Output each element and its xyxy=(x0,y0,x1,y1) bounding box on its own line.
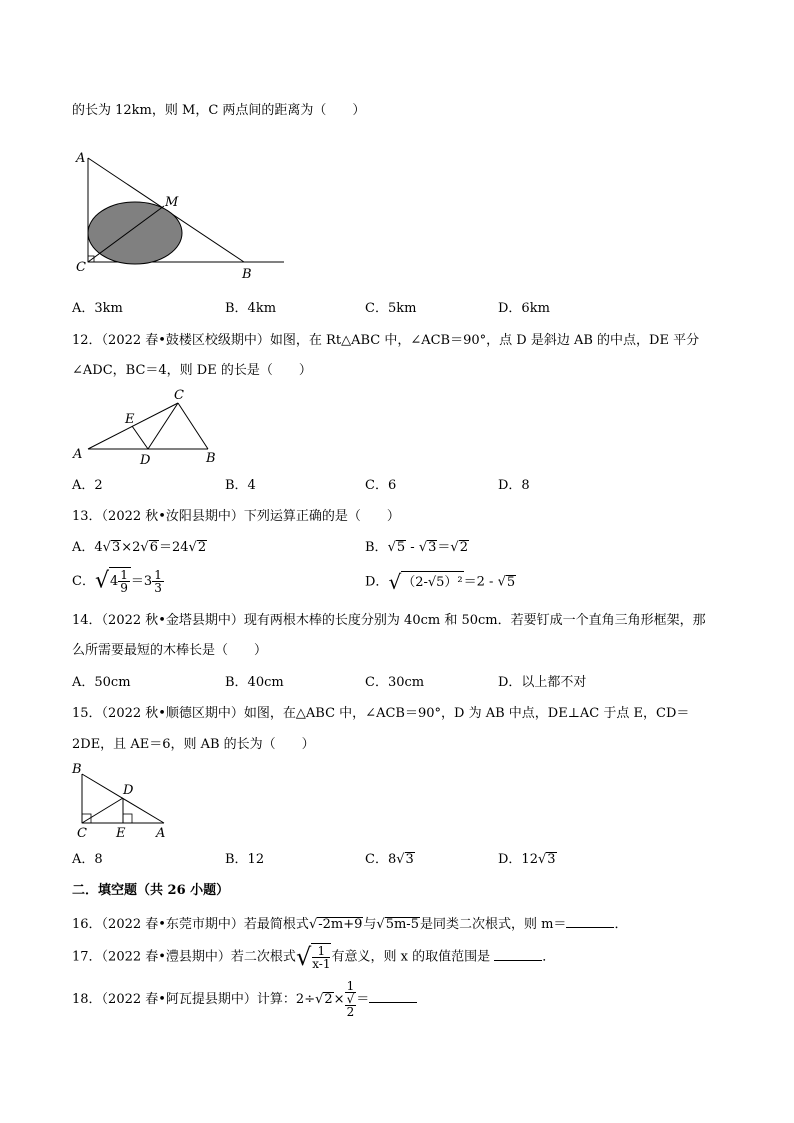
q13-d-eq: ＝2 - xyxy=(463,574,498,590)
q13-a-eq: ＝24 xyxy=(159,540,189,555)
q12-label-a: A xyxy=(73,447,83,462)
q15-stem-line2: 2DE，且 AE＝6，则 AB 的长为（ ） xyxy=(72,737,315,752)
q14-stem-line2: 么所需要最短的木棒长是（ ） xyxy=(72,643,268,658)
q12-label-e: E xyxy=(125,412,135,427)
q11-option-d: D．6km xyxy=(498,301,550,316)
q13-option-b: B．√5 - √3＝√2 xyxy=(365,540,468,555)
q17-suffix: 有意义，则 x 的取值范围是 xyxy=(331,949,495,965)
q13-a-prefix: A．4 xyxy=(72,540,103,555)
q12-stem-line1: 12．（2022 春•鼓楼区校级期中）如图，在 Rt△ABC 中，∠ACB＝90°，点 D 是斜边 AB 的中点，DE 平分 xyxy=(72,333,700,348)
q18-radicand: 2 xyxy=(324,992,333,1007)
q18-suffix: ＝ xyxy=(356,992,370,1007)
q13-c-den: 9 xyxy=(120,581,128,595)
q15-label-d: D xyxy=(123,783,134,798)
q11-option-b: B．4km xyxy=(225,301,277,316)
q15-d-radicand: 3 xyxy=(547,852,556,867)
q13-d-radicand-2: 5 xyxy=(506,574,516,590)
section-heading-fill-in: 二．填空题（共 26 小题） xyxy=(72,883,230,898)
q16-radicand-2: 5m-5 xyxy=(385,917,419,932)
q13-option-d: D．√（2-√5）²＝2 - √5 xyxy=(365,570,516,594)
q11-label-m: M xyxy=(165,195,179,210)
q11-option-c: C．5km xyxy=(365,301,417,316)
q11-label-a: A xyxy=(76,151,86,166)
q18-mid: × xyxy=(333,992,345,1007)
q12-option-d: D．8 xyxy=(498,478,530,493)
q15-c-prefix: C．8 xyxy=(365,852,397,867)
q15-c-radicand: 3 xyxy=(405,852,414,867)
q14-stem-line1: 14．（2022 秋•金塔县期中）现有两根木棒的长度分别为 40cm 和 50cm．若要钉成一个直角三角形框架，那 xyxy=(72,613,706,628)
q16-radicand-1: -2m+9 xyxy=(318,917,363,932)
q11-label-b: B xyxy=(242,267,252,280)
q12-option-c: C．6 xyxy=(365,478,397,493)
q13-a-radicand-1: 3 xyxy=(111,540,121,555)
q15-label-e: E xyxy=(116,826,126,840)
q15-option-d: D．12√3 xyxy=(498,852,556,867)
q16-prefix: 16．（2022 春•东莞市期中）若最简根式 xyxy=(72,917,309,932)
q12-label-d: D xyxy=(140,453,151,466)
q17-num: 1 xyxy=(312,945,330,958)
q13-c-num: 1 xyxy=(120,568,128,582)
q17-answer-blank[interactable] xyxy=(494,948,542,961)
q17-prefix: 17．（2022 春•澧县期中）若二次根式 xyxy=(72,949,296,965)
q13-c-num2: 1 xyxy=(154,568,162,582)
q18-stem: 18．（2022 春•阿瓦提县期中）计算：2÷√2× 1 √ 2 ＝ xyxy=(72,980,417,1019)
q18-prefix: 18．（2022 春•阿瓦提县期中）计算：2÷ xyxy=(72,992,316,1007)
q13-b-mid: - xyxy=(406,540,419,555)
q16-mid: 与 xyxy=(363,917,377,932)
q11-figure xyxy=(72,140,292,280)
q14-option-c: C．30cm xyxy=(365,675,425,690)
q14-option-b: B．40cm xyxy=(225,675,284,690)
q15-label-b: B xyxy=(72,762,82,777)
q18-num: 1 xyxy=(346,979,355,993)
q18-answer-blank[interactable] xyxy=(369,990,417,1003)
q13-option-c: C．√4 $\frac{1}{9}$ ＝3 $\frac{1}{3}$ xyxy=(72,568,162,595)
q13-b-radicand-2: 3 xyxy=(428,540,437,555)
q13-a-mid: ×2 xyxy=(121,540,141,555)
q13-c-den2: 3 xyxy=(154,581,162,595)
q13-b-radicand-1: 5 xyxy=(396,540,406,555)
q12-option-b: B．4 xyxy=(225,478,256,493)
q13-b-prefix: B． xyxy=(365,540,388,555)
q13-c-prefix: C． xyxy=(72,574,95,589)
q13-stem: 13．（2022 秋•汝阳县期中）下列运算正确的是（ ） xyxy=(72,509,400,524)
q12-label-b: B xyxy=(206,451,216,466)
q13-c-eq: ＝3 xyxy=(130,574,153,589)
q14-option-d: D．以上都不对 xyxy=(498,675,587,690)
q12-stem-line2: ∠ADC，BC＝4，则 DE 的长是（ ） xyxy=(72,363,312,378)
q12-label-c: C xyxy=(174,388,184,403)
q11-label-c: C xyxy=(76,260,86,275)
q15-stem-line1: 15．（2022 秋•顺德区期中）如图，在△ABC 中，∠ACB＝90°，D 为 AB 中点，DE⊥AC 于点 E，CD＝ xyxy=(72,706,690,721)
q15-figure xyxy=(68,760,178,840)
q16-suffix: 是同类二次根式，则 m＝ xyxy=(419,917,567,932)
q15-label-a: A xyxy=(156,826,166,840)
q13-option-a: A．4√3×2√6＝24√2 xyxy=(72,540,207,555)
q11-stem-tail: 的长为 12km，则 M，C 两点间的距离为（ ） xyxy=(72,103,366,118)
q12-option-a: A．2 xyxy=(72,478,103,493)
q13-d-prefix: D． xyxy=(365,574,389,590)
q11-option-a: A．3km xyxy=(72,301,123,316)
q15-d-prefix: D．12 xyxy=(498,852,538,867)
q16-stem: 16．（2022 春•东莞市期中）若最简根式√-2m+9与√5m-5是同类二次根式，则 m＝ ． xyxy=(72,917,628,932)
q13-b-eq: ＝ xyxy=(437,540,451,555)
q13-a-radicand-2: 6 xyxy=(149,540,158,555)
q15-label-c: C xyxy=(77,826,87,840)
q17-stem: 17．（2022 春•澧县期中）若二次根式√ $\frac{1}{x-1}$ 有意义，则 x 的取值范围是 ． xyxy=(72,943,556,971)
q14-option-a: A．50cm xyxy=(72,675,131,690)
q18-den-radicand: 2 xyxy=(346,1005,355,1019)
q13-a-radicand-3: 2 xyxy=(197,540,207,555)
q12-figure xyxy=(72,386,232,466)
q15-option-b: B．12 xyxy=(225,852,265,867)
q15-option-c: C．8√3 xyxy=(365,852,414,867)
q13-b-radicand-3: 2 xyxy=(459,540,468,555)
q13-c-whole: 4 xyxy=(109,574,119,589)
q16-answer-blank[interactable] xyxy=(566,915,614,928)
q15-option-a: A．8 xyxy=(72,852,103,867)
q13-d-radicand: （2-√5）² xyxy=(401,571,463,594)
q17-den: x-1 xyxy=(312,956,331,971)
